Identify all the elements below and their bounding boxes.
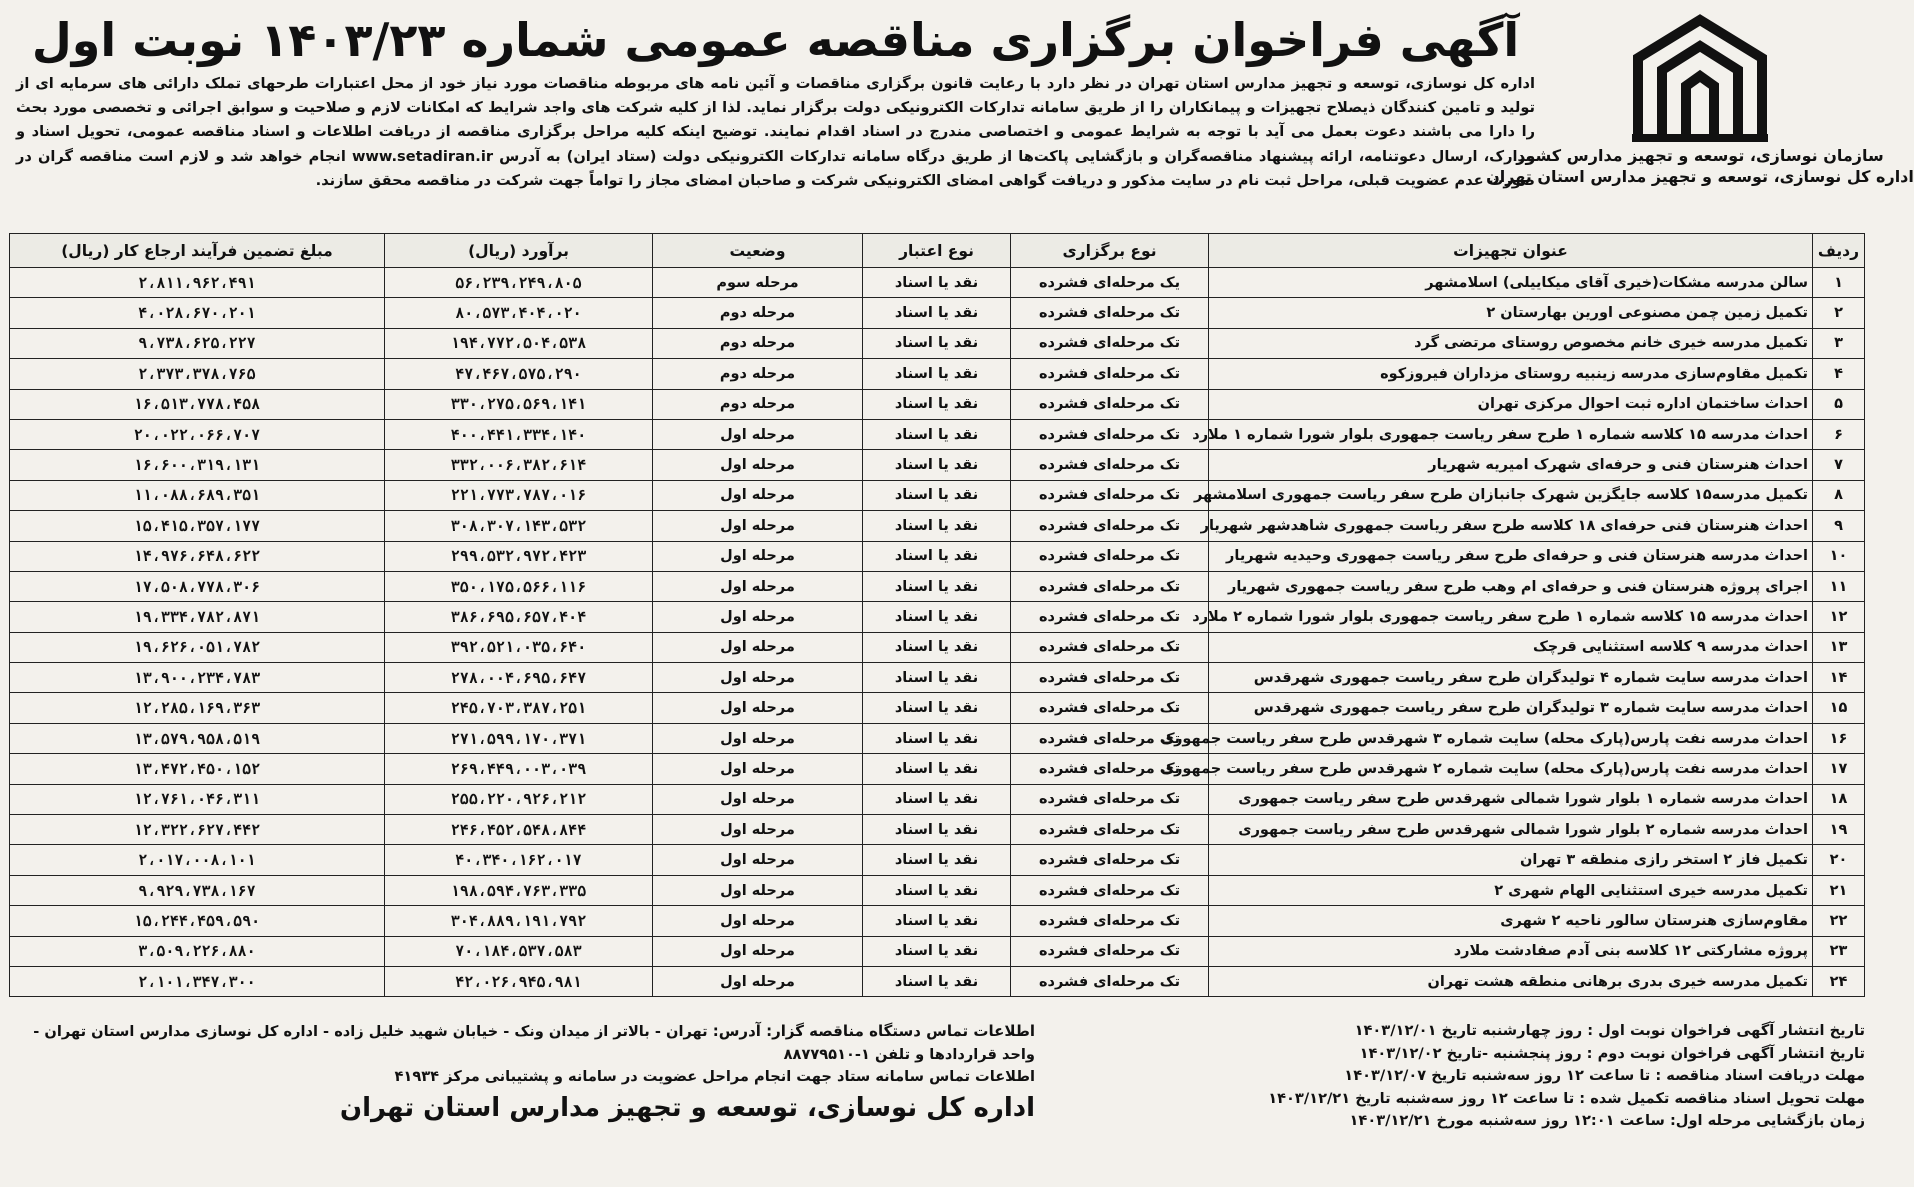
cell-row-number: ۵ xyxy=(1813,389,1865,419)
cell-status: مرحله اول xyxy=(653,419,863,449)
cell-row-number: ۱۰ xyxy=(1813,541,1865,571)
table-row xyxy=(10,693,1865,723)
cell-credit-type: نقد یا اسناد xyxy=(863,754,1011,784)
cell-row-number: ۶ xyxy=(1813,419,1865,449)
cell-tender-type: تک مرحله‌ای فشرده xyxy=(1011,723,1209,753)
cell-row-number: ۸ xyxy=(1813,480,1865,510)
cell-tender-type: تک مرحله‌ای فشرده xyxy=(1011,693,1209,723)
cell-guarantee: ۴،۰۲۸،۶۷۰،۲۰۱ xyxy=(10,298,385,328)
cell-guarantee: ۱۹،۳۳۴،۷۸۲،۸۷۱ xyxy=(10,602,385,632)
cell-row-number: ۹ xyxy=(1813,511,1865,541)
cell-credit-type: نقد یا اسناد xyxy=(863,359,1011,389)
header-row-number: ردیف xyxy=(1813,234,1865,268)
cell-guarantee: ۱۹،۶۲۶،۰۵۱،۷۸۲ xyxy=(10,632,385,662)
cell-row-number: ۱۵ xyxy=(1813,693,1865,723)
cell-equipment-title: احداث مدرسه نفت پارس(پارک محله) سایت شماره ۳ شهرقدس طرح سفر ریاست جمهوری xyxy=(1209,723,1813,753)
table-row xyxy=(10,906,1865,936)
cell-credit-type: نقد یا اسناد xyxy=(863,632,1011,662)
cell-equipment-title: احداث مدرسه ۱۵ کلاسه شماره ۱ طرح سفر ریاست جمهوری بلوار شورا شماره ۱ ملارد xyxy=(1209,419,1813,449)
cell-credit-type: نقد یا اسناد xyxy=(863,663,1011,693)
cell-tender-type: تک مرحله‌ای فشرده xyxy=(1011,966,1209,996)
cell-row-number: ۱۴ xyxy=(1813,663,1865,693)
cell-status: مرحله اول xyxy=(653,723,863,753)
notice-title: آگهی فراخوان برگزاری مناقصه عمومی شماره ۱۴۰۳/۲۳ نوبت اول xyxy=(31,13,1520,67)
cell-row-number: ۱ xyxy=(1813,268,1865,298)
cell-row-number: ۱۸ xyxy=(1813,784,1865,814)
cell-guarantee: ۲،۰۱۷،۰۰۸،۱۰۱ xyxy=(10,845,385,875)
cell-tender-type: تک مرحله‌ای فشرده xyxy=(1011,359,1209,389)
cell-credit-type: نقد یا اسناد xyxy=(863,784,1011,814)
cell-equipment-title: احداث مدرسه نفت پارس(پارک محله) سایت شماره ۲ شهرقدس طرح سفر ریاست جمهوری xyxy=(1209,754,1813,784)
cell-estimate: ۱۹۸،۵۹۴،۷۶۳،۳۳۵ xyxy=(385,875,653,905)
cell-row-number: ۱۹ xyxy=(1813,815,1865,845)
cell-equipment-title: احداث مدرسه سایت شماره ۴ تولیدگران طرح سفر ریاست جمهوری شهرقدس xyxy=(1209,663,1813,693)
cell-tender-type: تک مرحله‌ای فشرده xyxy=(1011,906,1209,936)
cell-status: مرحله اول xyxy=(653,875,863,905)
cell-tender-type: تک مرحله‌ای فشرده xyxy=(1011,419,1209,449)
cell-equipment-title: احداث هنرستان فنی حرفه‌ای ۱۸ کلاسه طرح سفر ریاست جمهوری شاهدشهر شهریار xyxy=(1209,511,1813,541)
cell-status: مرحله دوم xyxy=(653,298,863,328)
cell-status: مرحله دوم xyxy=(653,389,863,419)
table-row xyxy=(10,571,1865,601)
header-tender-type: نوع برگزاری xyxy=(1011,234,1209,268)
cell-row-number: ۱۷ xyxy=(1813,754,1865,784)
cell-guarantee: ۱۶،۶۰۰،۳۱۹،۱۳۱ xyxy=(10,450,385,480)
cell-equipment-title: تکمیل مدرسه خیری استثنایی الهام شهری ۲ xyxy=(1209,875,1813,905)
tender-notice-page xyxy=(10,10,1914,1167)
cell-row-number: ۲۴ xyxy=(1813,966,1865,996)
cell-row-number: ۲۰ xyxy=(1813,845,1865,875)
cell-tender-type: تک مرحله‌ای فشرده xyxy=(1011,815,1209,845)
cell-tender-type: تک مرحله‌ای فشرده xyxy=(1011,875,1209,905)
cell-credit-type: نقد یا اسناد xyxy=(863,419,1011,449)
organization-name-national: سازمان نوسازی، توسعه و تجهیز مدارس کشور xyxy=(1516,146,1884,165)
cell-guarantee: ۱۲،۲۸۵،۱۶۹،۳۶۳ xyxy=(10,693,385,723)
cell-guarantee: ۲،۳۷۳،۳۷۸،۷۶۵ xyxy=(10,359,385,389)
cell-credit-type: نقد یا اسناد xyxy=(863,966,1011,996)
cell-guarantee: ۹،۷۳۸،۶۲۵،۲۲۷ xyxy=(10,328,385,358)
cell-credit-type: نقد یا اسناد xyxy=(863,298,1011,328)
cell-guarantee: ۲،۸۱۱،۹۶۲،۴۹۱ xyxy=(10,268,385,298)
cell-status: مرحله اول xyxy=(653,693,863,723)
cell-guarantee: ۲۰،۰۲۲،۰۶۶،۷۰۷ xyxy=(10,419,385,449)
cell-credit-type: نقد یا اسناد xyxy=(863,511,1011,541)
cell-equipment-title: پروژه مشارکتی ۱۲ کلاسه بنی آدم صفادشت ملارد xyxy=(1209,936,1813,966)
cell-estimate: ۲۴۵،۷۰۳،۳۸۷،۲۵۱ xyxy=(385,693,653,723)
cell-row-number: ۲۳ xyxy=(1813,936,1865,966)
table-row xyxy=(10,663,1865,693)
table-row xyxy=(10,632,1865,662)
cell-guarantee: ۱۳،۴۷۲،۴۵۰،۱۵۲ xyxy=(10,754,385,784)
cell-guarantee: ۱۳،۹۰۰،۲۳۴،۷۸۳ xyxy=(10,663,385,693)
notice-intro-text: اداره کل نوسازی، توسعه و تجهیز مدارس استان تهران در نظر دارد با رعایت قانون برگزاری مناقصات و آئین نامه های مربوطه مناقصات مورد نیاز خود از محل اعتبارات طرحهای تملک دارائی های سرمایه ای از تولید و تامین کنندگان ذیصلاح تجهیزات و پیمانکاران را از طریق سامانه تدارکات الکترونیکی دولت برگزار نماید. لذا از کلیه شرکت های واجد شرایط که امکانات لازم و صلاحیت و سوابق اجرائی و تخصصی مورد بحث را دارا می باشند دعوت بعمل می آید با توجه به شرایط عمومی و اختصاصی مندرج در اسناد اقدام نمایند. توضیح اینکه کلیه مراحل برگزاری مناقصه از دریافت اطلاعات و اسناد مناقصه عمومی، تحویل اسناد و مدارک، ارسال دعوتنامه، ارائه پیشنهاد مناقصه‌گران و بازگشایی پاکت‌ها از طریق درگاه سامانه تدارکات الکترونیکی دولت (ستاد ایران) به آدرس www.setadiran.ir انجام خواهد شد و لازم است مناقصه گران در صورت عدم عضویت قبلی، مراحل ثبت نام در سایت مذکور و دریافت گواهی امضای الکترونیکی شرکت و صاحبان امضای مجاز را تواماً جهت شرکت در مناقصه محقق سازند. xyxy=(16,75,1535,189)
cell-estimate: ۳۳۲،۰۰۶،۳۸۲،۶۱۴ xyxy=(385,450,653,480)
cell-tender-type: تک مرحله‌ای فشرده xyxy=(1011,602,1209,632)
cell-row-number: ۲۲ xyxy=(1813,906,1865,936)
cell-tender-type: تک مرحله‌ای فشرده xyxy=(1011,784,1209,814)
cell-credit-type: نقد یا اسناد xyxy=(863,450,1011,480)
organization-logo-icon xyxy=(1620,10,1780,145)
cell-estimate: ۴۰،۳۴۰،۱۶۲،۰۱۷ xyxy=(385,845,653,875)
cell-credit-type: نقد یا اسناد xyxy=(863,328,1011,358)
cell-equipment-title: اجرای پروژه هنرستان فنی و حرفه‌ای ام وهب طرح سفر ریاست جمهوری شهریار xyxy=(1209,571,1813,601)
schedule-date-line: مهلت تحویل اسناد مناقصه تکمیل شده : تا ساعت ۱۲ روز سه‌شنبه تاریخ ۱۴۰۳/۱۲/۲۱ xyxy=(1268,1089,1865,1107)
cell-estimate: ۲۴۶،۴۵۲،۵۴۸،۸۴۴ xyxy=(385,815,653,845)
cell-row-number: ۲۱ xyxy=(1813,875,1865,905)
cell-guarantee: ۱۴،۹۷۶،۶۴۸،۶۲۲ xyxy=(10,541,385,571)
cell-status: مرحله اول xyxy=(653,480,863,510)
cell-status: مرحله اول xyxy=(653,845,863,875)
cell-credit-type: نقد یا اسناد xyxy=(863,693,1011,723)
cell-equipment-title: تکمیل مقاوم‌سازی مدرسه زینبیه روستای مزداران فیروزکوه xyxy=(1209,359,1813,389)
cell-status: مرحله دوم xyxy=(653,328,863,358)
address-heading: اطلاعات تماس دستگاه مناقصه گزار: آدرس: xyxy=(712,1022,1035,1040)
organization-name-provincial: اداره کل نوسازی، توسعه و تجهیز مدارس استان تهران xyxy=(1486,167,1914,186)
table-row xyxy=(10,754,1865,784)
cell-credit-type: نقد یا اسناد xyxy=(863,723,1011,753)
table-row xyxy=(10,541,1865,571)
header-guarantee: مبلغ تضمین فرآیند ارجاع کار (ریال) xyxy=(10,234,385,268)
table-row xyxy=(10,784,1865,814)
cell-row-number: ۱۱ xyxy=(1813,571,1865,601)
table-row xyxy=(10,723,1865,753)
notice-header xyxy=(10,10,1914,225)
cell-equipment-title: احداث مدرسه ۹ کلاسه استثنایی قرچک xyxy=(1209,632,1813,662)
cell-tender-type: یک مرحله‌ای فشرده xyxy=(1011,268,1209,298)
cell-status: مرحله اول xyxy=(653,784,863,814)
table-row xyxy=(10,298,1865,328)
footer-organization-name: اداره کل نوسازی، توسعه و تجهیز مدارس استان تهران xyxy=(339,1092,1035,1123)
notice-footer xyxy=(10,1016,1865,1167)
cell-status: مرحله اول xyxy=(653,936,863,966)
cell-estimate: ۸۰،۵۷۳،۴۰۴،۰۲۰ xyxy=(385,298,653,328)
cell-tender-type: تک مرحله‌ای فشرده xyxy=(1011,936,1209,966)
table-row xyxy=(10,875,1865,905)
cell-estimate: ۱۹۴،۷۷۲،۵۰۴،۵۳۸ xyxy=(385,328,653,358)
cell-estimate: ۳۹۲،۵۲۱،۰۳۵،۶۴۰ xyxy=(385,632,653,662)
cell-status: مرحله اول xyxy=(653,632,863,662)
header-equipment-title: عنوان تجهیزات xyxy=(1209,234,1813,268)
cell-status: مرحله اول xyxy=(653,511,863,541)
cell-credit-type: نقد یا اسناد xyxy=(863,541,1011,571)
header-status: وضعیت xyxy=(653,234,863,268)
cell-equipment-title: احداث هنرستان فنی و حرفه‌ای شهرک امیریه شهریار xyxy=(1209,450,1813,480)
schedule-date-line: زمان بازگشایی مرحله اول: ساعت ۱۲:۰۱ روز سه‌شنبه مورخ ۱۴۰۳/۱۲/۲۱ xyxy=(1349,1112,1865,1129)
title-block xyxy=(10,10,1535,225)
table-row xyxy=(10,359,1865,389)
schedule-date-line: مهلت دریافت اسناد مناقصه : تا ساعت ۱۲ روز سه‌شنبه تاریخ ۱۴۰۳/۱۲/۰۷ xyxy=(1344,1067,1865,1084)
table-row xyxy=(10,328,1865,358)
cell-credit-type: نقد یا اسناد xyxy=(863,906,1011,936)
cell-row-number: ۳ xyxy=(1813,328,1865,358)
cell-estimate: ۳۳۰،۲۷۵،۵۶۹،۱۴۱ xyxy=(385,389,653,419)
cell-credit-type: نقد یا اسناد xyxy=(863,480,1011,510)
cell-equipment-title: احداث مدرسه شماره ۲ بلوار شورا شمالی شهرقدس طرح سفر ریاست جمهوری xyxy=(1209,815,1813,845)
cell-row-number: ۲ xyxy=(1813,298,1865,328)
table-row xyxy=(10,480,1865,510)
cell-estimate: ۴۲،۰۲۶،۹۴۵،۹۸۱ xyxy=(385,966,653,996)
cell-status: مرحله اول xyxy=(653,906,863,936)
organization-block xyxy=(1486,10,1914,225)
cell-tender-type: تک مرحله‌ای فشرده xyxy=(1011,754,1209,784)
table-row xyxy=(10,936,1865,966)
table-row xyxy=(10,966,1865,996)
table-body xyxy=(10,268,1865,997)
cell-tender-type: تک مرحله‌ای فشرده xyxy=(1011,541,1209,571)
cell-equipment-title: سالن مدرسه مشکات(خیری آقای میکاییلی) اسلامشهر xyxy=(1209,268,1813,298)
table-row xyxy=(10,268,1865,298)
cell-equipment-title: احداث مدرسه ۱۵ کلاسه شماره ۱ طرح سفر ریاست جمهوری بلوار شورا شماره ۲ ملارد xyxy=(1209,602,1813,632)
header-credit-type: نوع اعتبار xyxy=(863,234,1011,268)
cell-tender-type: تک مرحله‌ای فشرده xyxy=(1011,571,1209,601)
cell-estimate: ۳۵۰،۱۷۵،۵۶۶،۱۱۶ xyxy=(385,571,653,601)
cell-credit-type: نقد یا اسناد xyxy=(863,845,1011,875)
table-row xyxy=(10,511,1865,541)
cell-credit-type: نقد یا اسناد xyxy=(863,875,1011,905)
cell-guarantee: ۱۶،۵۱۳،۷۷۸،۴۵۸ xyxy=(10,389,385,419)
cell-tender-type: تک مرحله‌ای فشرده xyxy=(1011,389,1209,419)
cell-status: مرحله اول xyxy=(653,815,863,845)
cell-status: مرحله اول xyxy=(653,754,863,784)
cell-status: مرحله اول xyxy=(653,966,863,996)
tender-items-table xyxy=(9,233,1865,997)
cell-tender-type: تک مرحله‌ای فشرده xyxy=(1011,845,1209,875)
cell-estimate: ۵۶،۲۳۹،۲۴۹،۸۰۵ xyxy=(385,268,653,298)
cell-status: مرحله اول xyxy=(653,541,863,571)
cell-credit-type: نقد یا اسناد xyxy=(863,936,1011,966)
schedule-date-line: تاریخ انتشار آگهی فراخوان نوبت اول : روز چهارشنبه تاریخ ۱۴۰۳/۱۲/۰۱ xyxy=(1354,1022,1865,1039)
cell-estimate: ۲۶۹،۴۴۹،۰۰۳،۰۳۹ xyxy=(385,754,653,784)
cell-equipment-title: تکمیل مدرسه۱۵ کلاسه جایگزین شهرک جانبازان طرح سفر ریاست جمهوری اسلامشهر xyxy=(1209,480,1813,510)
cell-credit-type: نقد یا اسناد xyxy=(863,571,1011,601)
cell-status: مرحله اول xyxy=(653,571,863,601)
cell-tender-type: تک مرحله‌ای فشرده xyxy=(1011,632,1209,662)
cell-estimate: ۲۷۸،۰۰۴،۶۹۵،۶۴۷ xyxy=(385,663,653,693)
table-row xyxy=(10,815,1865,845)
cell-estimate: ۲۷۱،۵۹۹،۱۷۰،۳۷۱ xyxy=(385,723,653,753)
cell-estimate: ۴۰۰،۴۴۱،۳۳۴،۱۴۰ xyxy=(385,419,653,449)
setad-support-info: اطلاعات تماس سامانه ستاد جهت انجام مراحل عضویت در سامانه و پشتیبانی مرکز ۴۱۹۳۴ xyxy=(394,1068,1035,1085)
cell-equipment-title: تکمیل فاز ۲ استخر رازی منطقه ۳ تهران xyxy=(1209,845,1813,875)
contact-info xyxy=(10,1016,1065,1167)
cell-credit-type: نقد یا اسناد xyxy=(863,815,1011,845)
table-row xyxy=(10,602,1865,632)
cell-estimate: ۷۰،۱۸۴،۵۳۷،۵۸۳ xyxy=(385,936,653,966)
cell-tender-type: تک مرحله‌ای فشرده xyxy=(1011,328,1209,358)
cell-credit-type: نقد یا اسناد xyxy=(863,268,1011,298)
cell-estimate: ۲۹۹،۵۳۲،۹۷۲،۴۲۳ xyxy=(385,541,653,571)
cell-equipment-title: تکمیل زمین چمن مصنوعی اورین بهارستان ۲ xyxy=(1209,298,1813,328)
cell-status: مرحله دوم xyxy=(653,359,863,389)
cell-estimate: ۴۷،۴۶۷،۵۷۵،۲۹۰ xyxy=(385,359,653,389)
cell-guarantee: ۳،۵۰۹،۲۲۶،۸۸۰ xyxy=(10,936,385,966)
header-estimate: برآورد (ریال) xyxy=(385,234,653,268)
cell-estimate: ۳۸۶،۶۹۵،۶۵۷،۴۰۴ xyxy=(385,602,653,632)
cell-row-number: ۱۶ xyxy=(1813,723,1865,753)
cell-row-number: ۴ xyxy=(1813,359,1865,389)
table-header-row xyxy=(10,234,1865,268)
cell-credit-type: نقد یا اسناد xyxy=(863,389,1011,419)
cell-guarantee: ۱۵،۲۴۴،۴۵۹،۵۹۰ xyxy=(10,906,385,936)
cell-guarantee: ۱۱،۰۸۸،۶۸۹،۳۵۱ xyxy=(10,480,385,510)
cell-row-number: ۱۲ xyxy=(1813,602,1865,632)
cell-row-number: ۷ xyxy=(1813,450,1865,480)
cell-estimate: ۳۰۴،۸۸۹،۱۹۱،۷۹۲ xyxy=(385,906,653,936)
cell-status: مرحله اول xyxy=(653,602,863,632)
cell-guarantee: ۱۵،۴۱۵،۳۵۷،۱۷۷ xyxy=(10,511,385,541)
cell-tender-type: تک مرحله‌ای فشرده xyxy=(1011,298,1209,328)
cell-equipment-title: احداث مدرسه شماره ۱ بلوار شورا شمالی شهرقدس طرح سفر ریاست جمهوری xyxy=(1209,784,1813,814)
cell-guarantee: ۹،۹۲۹،۷۳۸،۱۶۷ xyxy=(10,875,385,905)
table-row xyxy=(10,419,1865,449)
address-text: تهران - بالاتر از میدان ونک - خیابان شهید خلیل زاده - اداره کل نوسازی مدارس استان تهران - واحد قراردادها و تلفن ۱-۸۸۷۷۹۵۱۰ xyxy=(33,1023,1035,1063)
cell-equipment-title: تکمیل مدرسه خیری بدری برهانی منطقه هشت تهران xyxy=(1209,966,1813,996)
cell-estimate: ۳۰۸،۳۰۷،۱۴۳،۵۳۲ xyxy=(385,511,653,541)
cell-status: مرحله اول xyxy=(653,663,863,693)
schedule-dates xyxy=(1065,1016,1865,1167)
cell-tender-type: تک مرحله‌ای فشرده xyxy=(1011,450,1209,480)
cell-guarantee: ۱۳،۵۷۹،۹۵۸،۵۱۹ xyxy=(10,723,385,753)
cell-equipment-title: احداث مدرسه سایت شماره ۳ تولیدگران طرح سفر ریاست جمهوری شهرقدس xyxy=(1209,693,1813,723)
table-row xyxy=(10,389,1865,419)
cell-tender-type: تک مرحله‌ای فشرده xyxy=(1011,663,1209,693)
cell-tender-type: تک مرحله‌ای فشرده xyxy=(1011,511,1209,541)
cell-equipment-title: مقاوم‌سازی هنرستان سالور ناحیه ۲ شهری xyxy=(1209,906,1813,936)
cell-tender-type: تک مرحله‌ای فشرده xyxy=(1011,480,1209,510)
cell-row-number: ۱۳ xyxy=(1813,632,1865,662)
cell-equipment-title: احداث ساختمان اداره ثبت احوال مرکزی تهران xyxy=(1209,389,1813,419)
cell-equipment-title: احداث مدرسه هنرستان فنی و حرفه‌ای طرح سفر ریاست جمهوری وحیدیه شهریار xyxy=(1209,541,1813,571)
schedule-date-line: تاریخ انتشار آگهی فراخوان نوبت دوم : روز پنجشنبه -تاریخ ۱۴۰۳/۱۲/۰۲ xyxy=(1359,1044,1865,1062)
cell-guarantee: ۱۷،۵۰۸،۷۷۸،۳۰۶ xyxy=(10,571,385,601)
cell-estimate: ۲۵۵،۲۲۰،۹۲۶،۲۱۲ xyxy=(385,784,653,814)
cell-guarantee: ۱۲،۷۶۱،۰۴۶،۳۱۱ xyxy=(10,784,385,814)
cell-equipment-title: تکمیل مدرسه خیری خانم مخصوص روستای مرتضی گرد xyxy=(1209,328,1813,358)
cell-status: مرحله اول xyxy=(653,450,863,480)
cell-credit-type: نقد یا اسناد xyxy=(863,602,1011,632)
cell-guarantee: ۲،۱۰۱،۳۴۷،۳۰۰ xyxy=(10,966,385,996)
table-row xyxy=(10,845,1865,875)
cell-status: مرحله سوم xyxy=(653,268,863,298)
cell-estimate: ۲۲۱،۷۷۳،۷۸۷،۰۱۶ xyxy=(385,480,653,510)
cell-guarantee: ۱۲،۳۲۲،۶۲۷،۴۴۲ xyxy=(10,815,385,845)
table-row xyxy=(10,450,1865,480)
